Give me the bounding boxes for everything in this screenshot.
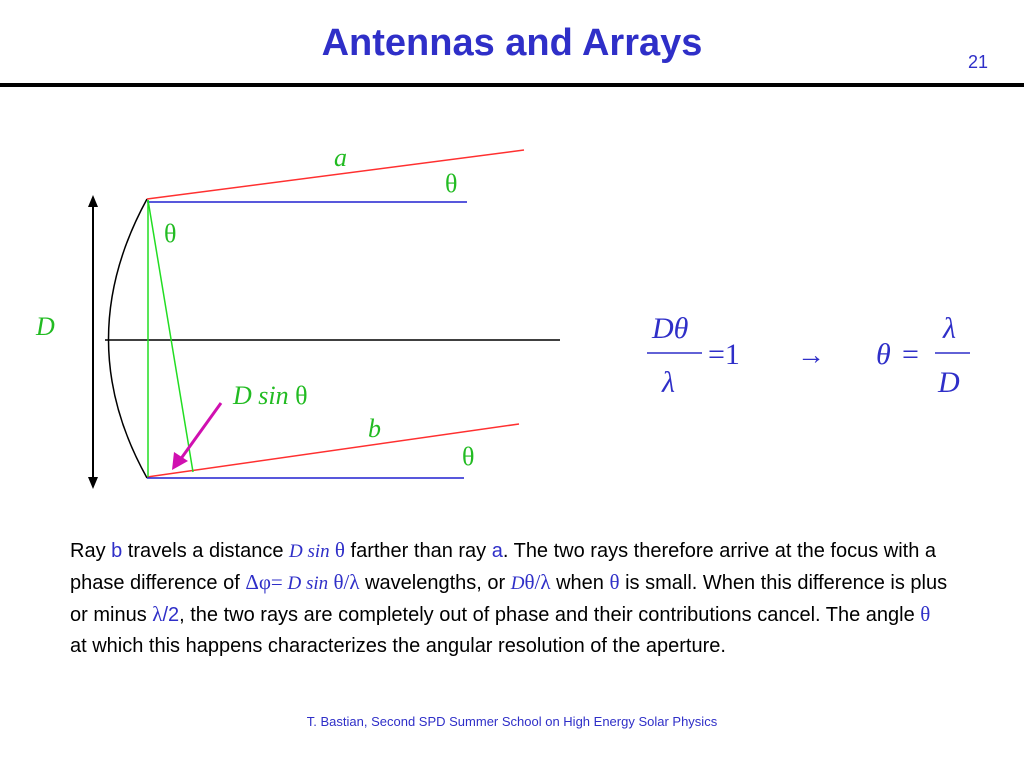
eq-left-denominator: λ <box>662 366 675 399</box>
theta-label-bottom: θ <box>462 442 475 471</box>
path-difference-label-sin: sin <box>258 381 289 410</box>
eq-arrow: → <box>797 340 825 371</box>
caption-delta-phi: Δφ= <box>245 570 283 594</box>
explanation-paragraph <box>70 535 950 662</box>
caption-lambda: λ <box>152 602 163 626</box>
eq-right-denominator: D <box>938 366 960 399</box>
caption-d: D <box>510 573 525 594</box>
caption-theta: θ <box>609 570 620 594</box>
theta-label-aperture: θ <box>164 219 177 248</box>
caption-text: , the two rays are completely out of phase and their contributions cancel. The angle <box>179 604 921 626</box>
page-title: Antennas and Arrays <box>321 22 703 64</box>
path-difference-label-theta: θ <box>295 381 308 410</box>
caption-theta-over-lambda: θ/λ <box>328 570 360 594</box>
caption-text: . The two rays therefore arrive at the focus with a phase difference of <box>70 540 937 594</box>
eq-equals-one: =1 <box>708 338 740 371</box>
caption-ray-a: a <box>491 540 503 562</box>
caption-theta: θ <box>329 538 345 562</box>
ray-b-label: b <box>368 414 381 443</box>
caption-ray-b: b <box>111 540 123 562</box>
eq-right-numerator: λ <box>943 312 956 345</box>
caption-text: travels a distance <box>122 540 289 562</box>
footer-credit: T. Bastian, Second SPD Summer School on High Energy Solar Physics <box>306 714 718 729</box>
caption-text: is small. When this difference is plus or minus <box>70 572 948 626</box>
caption-theta-over-lambda: θ/λ <box>524 570 551 594</box>
aperture-size-arrowhead-top <box>88 195 98 207</box>
caption-text: farther than ray <box>344 540 492 562</box>
eq-right-equals: = <box>902 338 919 371</box>
ray-a-label: a <box>334 143 347 172</box>
path-difference-label-d: D <box>233 381 252 410</box>
resolution-equation <box>647 312 970 399</box>
path-difference-label <box>232 381 308 410</box>
eq-left-numerator: Dθ <box>652 312 689 345</box>
caption-dsin: D sin <box>289 541 330 562</box>
aperture-size-arrowhead-bottom <box>88 477 98 489</box>
caption-text: at which this happens characterizes the angular resolution of the aperture. <box>70 635 726 657</box>
caption-text: when <box>550 572 610 594</box>
caption-text: wavelengths, or <box>359 572 511 594</box>
eq-right-theta: θ <box>876 338 891 371</box>
page-number: 21 <box>967 52 988 72</box>
caption-half: /2 <box>162 604 180 626</box>
caption-text: Ray <box>70 540 112 562</box>
caption-theta: θ <box>920 602 931 626</box>
theta-label-top: θ <box>445 169 458 198</box>
caption-dsin: D sin <box>282 573 329 594</box>
aperture-size-label: D <box>36 312 55 341</box>
aperture-dish <box>109 199 148 478</box>
